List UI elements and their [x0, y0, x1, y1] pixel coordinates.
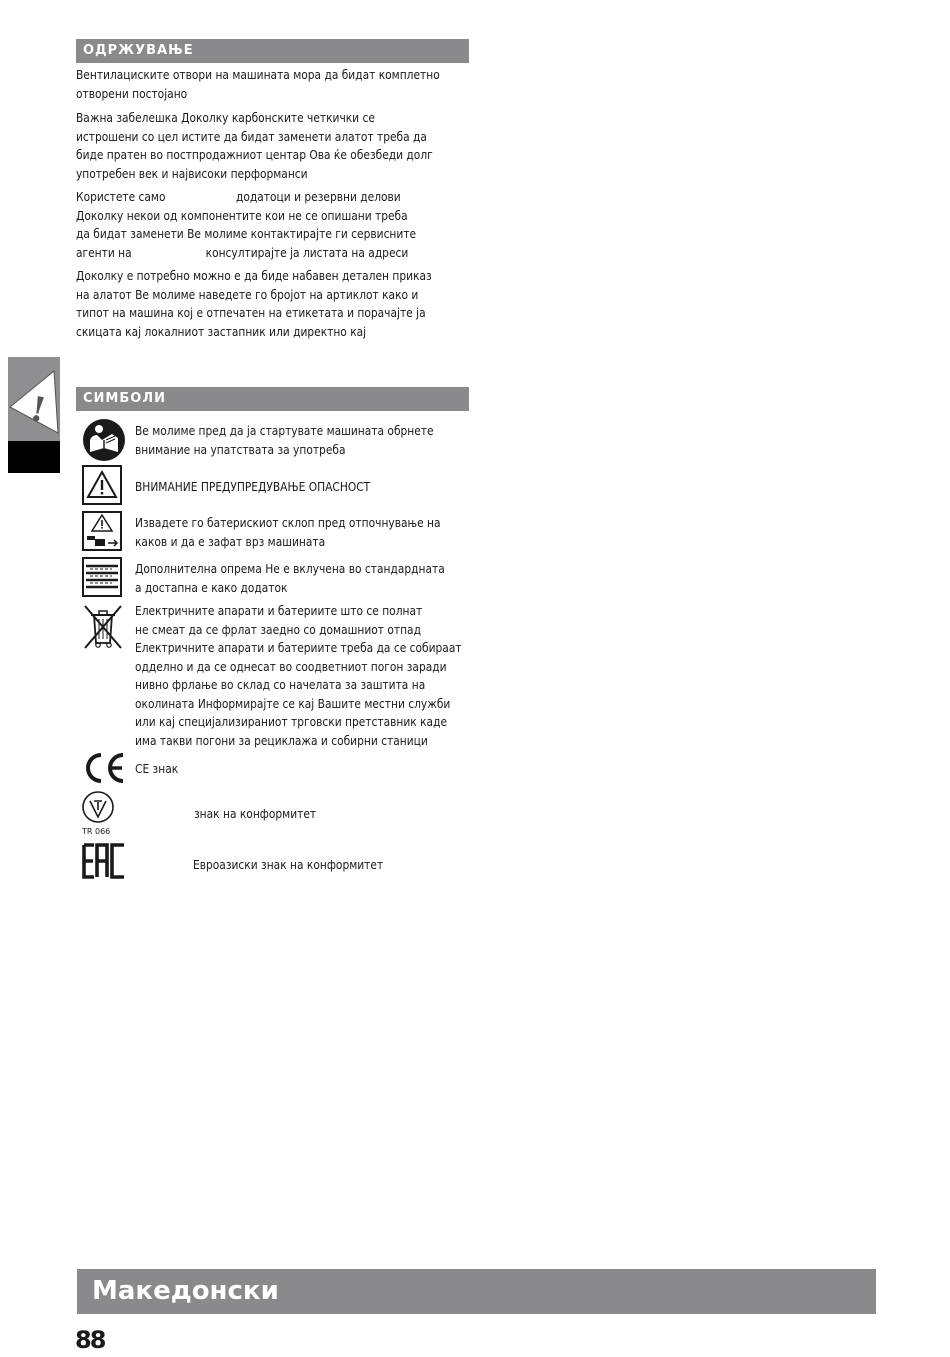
- accessory-icon: [82, 557, 122, 597]
- text-line: Дополнителна опрема Не е вклучена во стандардната: [135, 561, 445, 576]
- read-manual-icon: [82, 418, 126, 462]
- text-line: не смеат да се фрлат заедно со домашниот отпад: [135, 621, 421, 637]
- text-line: Евроазиски знак на конформитет: [193, 857, 384, 872]
- text-line: истрошени со цел истите да бидат заменети алатот треба да: [76, 128, 427, 144]
- symbol-read-manual-text: [135, 422, 479, 459]
- remove-battery-icon: [82, 511, 122, 551]
- text-line: знак на конформитет: [194, 806, 317, 821]
- text-line: на алатот Ве молиме наведете го бројот на артиклот како и: [76, 286, 419, 302]
- text-fragment: Користете само: [76, 189, 166, 204]
- text-line: ВНИМАНИЕ ПРЕДУПРЕДУВАЊЕ ОПАСНОСТ: [135, 479, 371, 494]
- text-line: Електричните апарати и батериите треба да се собираат: [135, 640, 462, 655]
- maintenance-paragraph-2: [76, 109, 433, 183]
- symbol-ce-text: [135, 760, 479, 779]
- language-footer-bar: Македонски: [77, 1269, 876, 1314]
- text-line: Важна забелешка Доколку карбонските четкички се: [76, 110, 375, 125]
- symbol-tr-text: [194, 805, 538, 824]
- text-line: а достапна е како додаток: [135, 579, 288, 595]
- symbol-eac-text: [193, 856, 537, 875]
- weee-bin-icon: [82, 603, 124, 651]
- text-line: типот на машина кој е отпечатен на етикетата и порачајте ја: [76, 305, 426, 320]
- tr-icon-label: TR 066: [82, 827, 111, 836]
- text-line: скицата кај локалниот застапник или директно кај: [76, 323, 367, 339]
- symbol-warning-text: [135, 478, 479, 497]
- maintenance-header: ОДРЖУВАЊЕ: [76, 39, 469, 63]
- text-line: Вентилациските отвори на машината мора да бидат комплетно: [76, 67, 440, 82]
- warning-triangle-icon: [82, 465, 122, 505]
- text-line: Ве молиме пред да ја стартувате машината обрнете: [135, 423, 434, 438]
- text-fragment: консултирајте ја листата на адреси: [205, 244, 409, 260]
- warning-tab-icon: [8, 363, 60, 443]
- text-line: CE знак: [135, 761, 179, 776]
- text-line: околината Информирајте се кај Вашите местни служби: [135, 695, 451, 711]
- text-line: да бидат заменети Ве молиме контактирајте ги сервисните: [76, 226, 417, 241]
- page-number: 88: [75, 1326, 105, 1354]
- maintenance-paragraph-4: [76, 267, 432, 341]
- text-line: биде пратен во постпродажниот центар Ова ќе обезбеди долг: [76, 147, 433, 162]
- text-fragment: агенти на: [76, 244, 132, 260]
- text-line: Доколку е потребно можно е да биде набавен детален приказ: [76, 268, 432, 283]
- text-line: Извадете го батерискиот склоп пред отпочнување на: [135, 515, 441, 530]
- text-line: отворени постојано: [76, 85, 188, 101]
- side-warning-tab: [8, 357, 60, 473]
- text-line: има такви погони за рециклажа и собирни станици: [135, 732, 428, 748]
- text-line: каков и да е зафат врз машината: [135, 533, 326, 549]
- eac-mark-icon: [82, 843, 126, 879]
- symbols-header: СИМБОЛИ: [76, 387, 469, 411]
- text-line: Доколку некои од компонентите кои не се опишани треба: [76, 207, 408, 223]
- text-line: внимание на упатствата за употреба: [135, 441, 346, 457]
- text-line: употребен век и највисоки перформанси: [76, 165, 308, 181]
- maintenance-paragraph-3: [76, 188, 420, 262]
- symbol-remove-battery-text: [135, 514, 479, 551]
- maintenance-paragraph-1: [76, 66, 440, 103]
- svg-text:!: !: [26, 389, 50, 432]
- tr-conformity-icon: [80, 790, 120, 838]
- text-fragment: додатоци и резервни делови: [236, 189, 401, 204]
- symbol-weee-text: [135, 602, 479, 750]
- text-line: одделно и да се однесат во соодветниот погон заради: [135, 658, 447, 674]
- ce-mark-icon: [82, 752, 126, 784]
- text-line: Електричните апарати и батериите што се полнат: [135, 603, 423, 618]
- text-line: или кај специјализираниот трговски претставник каде: [135, 714, 448, 729]
- text-line: нивно фрлање во склад со начелата за заштита на: [135, 677, 426, 692]
- symbol-accessory-text: [135, 560, 479, 597]
